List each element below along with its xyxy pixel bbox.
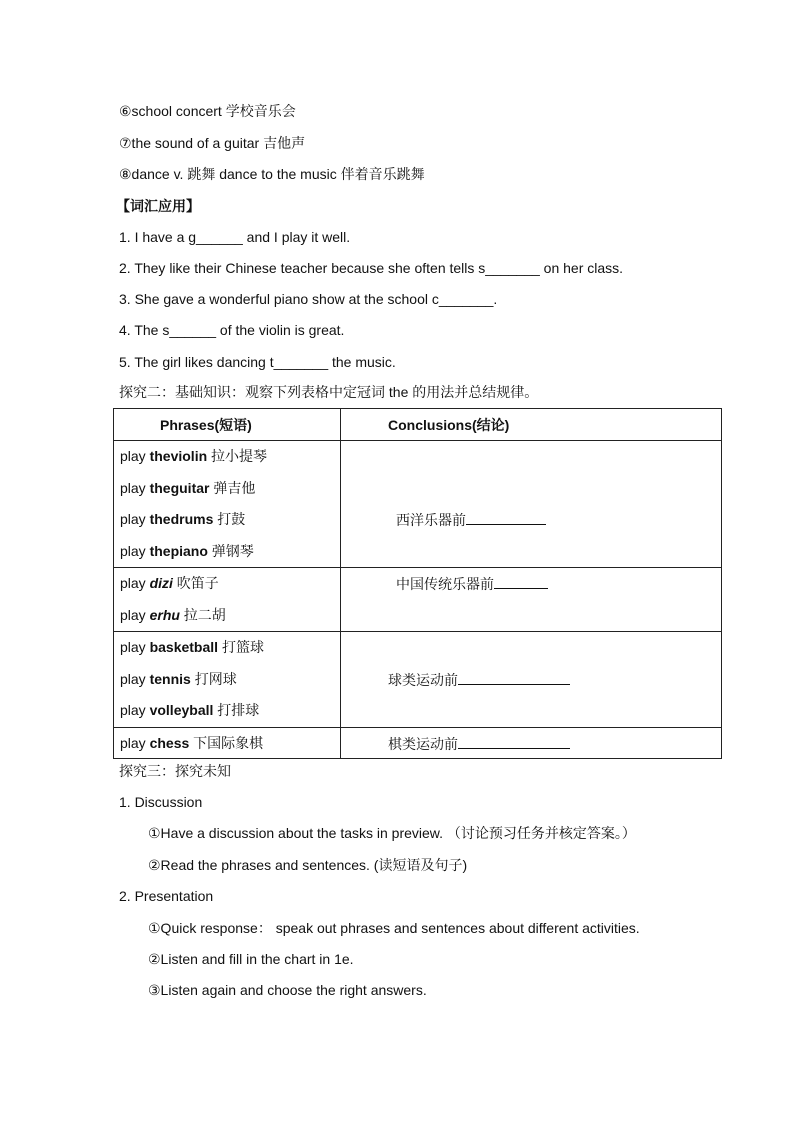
answer-blank[interactable] <box>458 670 570 685</box>
discussion-item: ②Read the phrases and sentences. (读短语及句子) <box>148 857 468 873</box>
exercise-item: 5. The girl likes dancing t_______ the music. <box>119 354 396 370</box>
phrase: play thedrums 打鼓 <box>120 511 246 527</box>
section2-title: 探究二：基础知识：观察下列表格中定冠词 the 的用法并总结规律。 <box>119 384 539 400</box>
phrases-cell <box>114 727 341 758</box>
phrases-table <box>113 408 722 759</box>
phrase: play thepiano 弹钢琴 <box>120 542 254 559</box>
answer-blank[interactable] <box>494 574 548 589</box>
phrase: play theguitar 弹吉他 <box>120 479 256 496</box>
discussion-item: ①Have a discussion about the tasks in preview. （讨论预习任务并核定答案。） <box>148 825 636 841</box>
table-row <box>114 632 722 728</box>
conclusion-text: 中国传统乐器前 <box>396 574 548 594</box>
table-row <box>114 441 722 568</box>
conclusion-text: 棋类运动前 <box>388 734 570 754</box>
section3-title: 探究三：探究未知 <box>119 763 231 779</box>
table-row <box>114 568 722 632</box>
presentation-item: ①Quick response： speak out phrases and sentences about different activities. <box>148 920 640 936</box>
presentation-item: ③Listen again and choose the right answers. <box>148 982 427 998</box>
phrases-cell <box>114 568 341 632</box>
conclusion-cell <box>341 727 722 758</box>
discussion-title: 1. Discussion <box>119 794 203 810</box>
vocab-item: ⑧dance v. 跳舞 dance to the music 伴着音乐跳舞 <box>119 166 425 182</box>
presentation-title: 2. Presentation <box>119 888 214 904</box>
table-header-row <box>114 409 722 441</box>
phrase: play dizi 吹笛子 <box>120 575 219 591</box>
exercise-item: 4. The s______ of the violin is great. <box>119 322 345 338</box>
presentation-item: ②Listen and fill in the chart in 1e. <box>148 951 354 967</box>
conclusion-text: 西洋乐器前 <box>396 510 546 530</box>
section-vocab-title: 【词汇应用】 <box>116 198 200 214</box>
answer-blank[interactable] <box>458 734 570 749</box>
phrases-cell <box>114 632 341 728</box>
phrase: play basketball 打篮球 <box>120 639 264 655</box>
phrase: play erhu 拉二胡 <box>120 606 226 623</box>
phrase: play volleyball 打排球 <box>120 702 260 718</box>
conclusion-cell <box>341 568 722 632</box>
table-row <box>114 727 722 758</box>
phrase: play tennis 打网球 <box>120 670 237 687</box>
phrase: play chess 下国际象棋 <box>120 734 264 751</box>
conclusion-cell <box>341 632 722 728</box>
phrase: play theviolin 拉小提琴 <box>120 448 268 464</box>
vocab-item: ⑦the sound of a guitar 吉他声 <box>119 135 306 151</box>
exercise-item: 2. They like their Chinese teacher because she often tells s_______ on her class. <box>119 260 624 276</box>
phrases-cell <box>114 441 341 568</box>
vocab-item: ⑥school concert 学校音乐会 <box>119 103 296 119</box>
exercise-item: 1. I have a g______ and I play it well. <box>119 229 351 245</box>
exercise-item: 3. She gave a wonderful piano show at the school c_______. <box>119 291 498 307</box>
header-phrases: Phrases(短语) <box>114 409 341 441</box>
conclusion-text: 球类运动前 <box>388 670 570 690</box>
header-conclusions: Conclusions(结论) <box>341 409 722 441</box>
conclusion-cell <box>341 441 722 568</box>
answer-blank[interactable] <box>466 510 546 525</box>
